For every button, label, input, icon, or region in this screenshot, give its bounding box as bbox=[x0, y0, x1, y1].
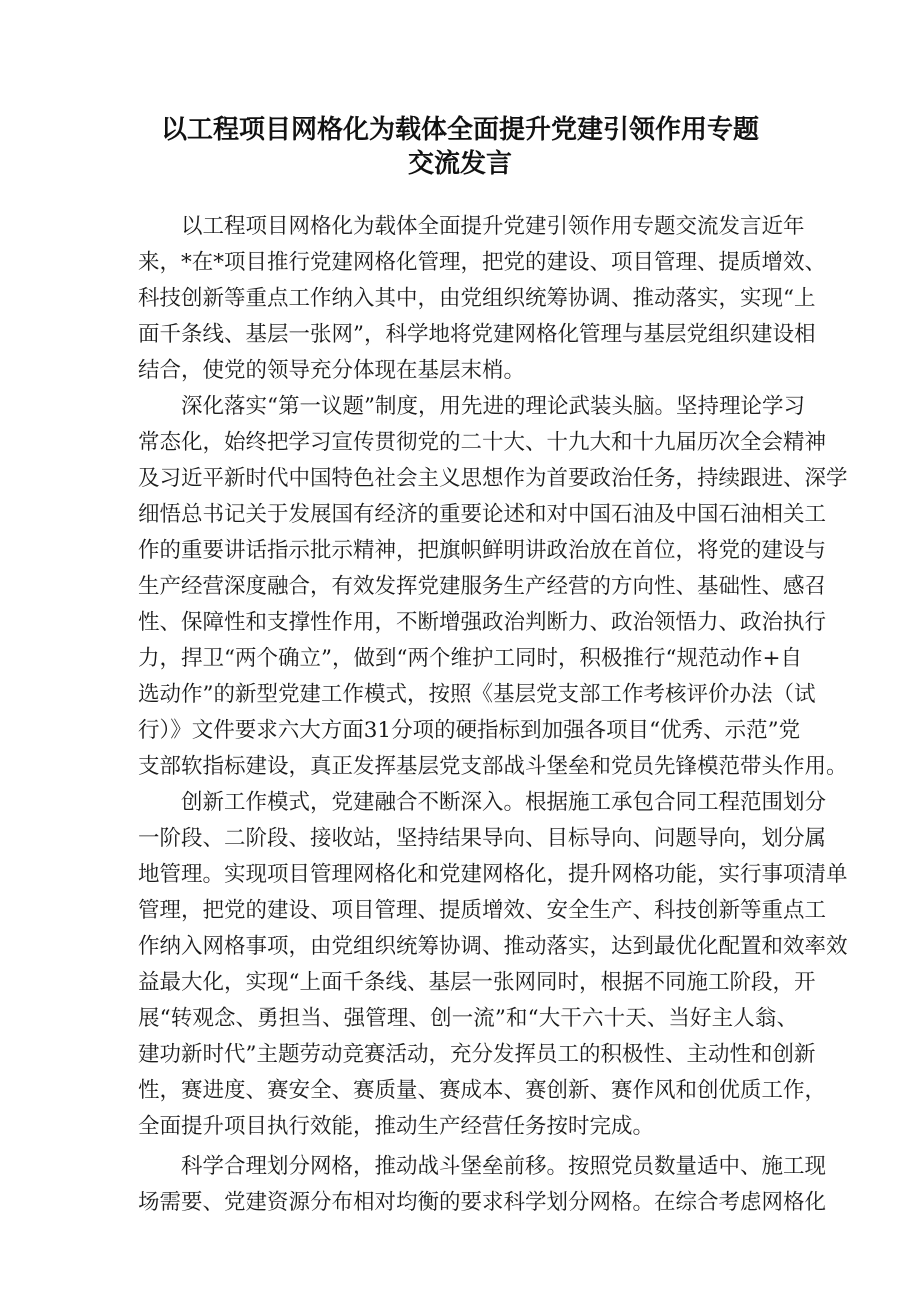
document-title-line-2: 交流发言 bbox=[407, 149, 512, 179]
paragraph-3-line-1: 创新工作模式，党建融合不断深入。根据施工承包合同工程范围划分 bbox=[181, 790, 827, 815]
paragraph-2-line-9: 选动作”的新型党建工作模式，按照《基层党支部工作考核评价办法（试 bbox=[138, 682, 816, 707]
paragraph-2-line-2: 常态化，始终把学习宣传贯彻党的二十大、十九大和十九届历次全会精神 bbox=[138, 430, 827, 455]
paragraph-3-line-2: 一阶段、二阶段、接收站，坚持结果导向、目标导向、问题导向，划分属 bbox=[138, 826, 827, 851]
paragraph-4-line-2: 场需要、党建资源分布相对均衡的要求科学划分网格。在综合考虑网格化 bbox=[138, 1190, 827, 1215]
paragraph-3-line-3: 地管理。实现项目管理网格化和党建网格化，提升网格功能，实行事项清单 bbox=[138, 862, 848, 887]
paragraph-1-line-5: 结合，使党的领导充分体现在基层末梢。 bbox=[138, 358, 526, 383]
paragraph-3-line-10: 全面提升项目执行效能，推动生产经营任务按时完成。 bbox=[138, 1114, 655, 1139]
paragraph-1-line-4: 面千条线、基层一张网”，科学地将党建网格化管理与基层党组织建设相 bbox=[138, 322, 816, 347]
paragraph-2-line-4: 细悟总书记关于发展国有经济的重要论述和对中国石油及中国石油相关工 bbox=[138, 502, 827, 527]
paragraph-3-line-6: 益最大化，实现“上面千条线、基层一张网同时，根据不同施工阶段，开 bbox=[138, 970, 816, 995]
paragraph-2-line-11: 支部软指标建设，真正发挥基层党支部战斗堡垒和党员先锋模范带头作用。 bbox=[138, 754, 848, 779]
paragraph-1-line-2: 来，*在*项目推行党建网格化管理，把党的建设、项目管理、提质增效、 bbox=[138, 250, 827, 275]
paragraph-2-line-3: 及习近平新时代中国特色社会主义思想作为首要政治任务，持续跟进、深学 bbox=[138, 466, 848, 491]
paragraph-2-line-7: 性、保障性和支撑性作用，不断增强政治判断力、政治领悟力、政治执行 bbox=[138, 610, 827, 635]
paragraph-2-line-10: 行）》文件要求六大方面31分项的硬指标到加强各项目“优秀、示范”党 bbox=[138, 718, 801, 743]
paragraph-1-line-3: 科技创新等重点工作纳入其中，由党组织统筹协调、推动落实，实现“上 bbox=[138, 286, 816, 311]
paragraph-3-line-7: 展“转观念、勇担当、强管理、创一流”和“大干六十天、当好主人翁、 bbox=[138, 1006, 798, 1031]
paragraph-3-line-8: 建功新时代”主题劳动竞赛活动，充分发挥员工的积极性、主动性和创新 bbox=[138, 1042, 816, 1067]
paragraph-3-line-4: 管理，把党的建设、项目管理、提质增效、安全生产、科技创新等重点工 bbox=[138, 898, 827, 923]
document-title-line-1: 以工程项目网格化为载体全面提升党建引领作用专题 bbox=[160, 115, 759, 145]
paragraph-2-line-8: 力，捍卫“两个确立”，做到“两个维护工同时，积极推行“规范动作+自 bbox=[138, 646, 802, 671]
paragraph-3-line-9: 性，赛进度、赛安全、赛质量、赛成本、赛创新、赛作风和创优质工作， bbox=[138, 1078, 827, 1103]
paragraph-1-line-1: 以工程项目网格化为载体全面提升党建引领作用专题交流发言近年 bbox=[181, 214, 805, 239]
paragraph-2-line-1: 深化落实“第一议题”制度，用先进的理论武装头脑。坚持理论学习 bbox=[181, 394, 805, 419]
paragraph-3-line-5: 作纳入网格事项，由党组织统筹协调、推动落实，达到最优化配置和效率效 bbox=[138, 934, 848, 959]
paragraph-2-line-6: 生产经营深度融合，有效发挥党建服务生产经营的方向性、基础性、感召 bbox=[138, 574, 827, 599]
paragraph-4-line-1: 科学合理划分网格，推动战斗堡垒前移。按照党员数量适中、施工现 bbox=[181, 1154, 827, 1179]
paragraph-2-line-5: 作的重要讲话指示批示精神，把旗帜鲜明讲政治放在首位，将党的建设与 bbox=[138, 538, 827, 563]
